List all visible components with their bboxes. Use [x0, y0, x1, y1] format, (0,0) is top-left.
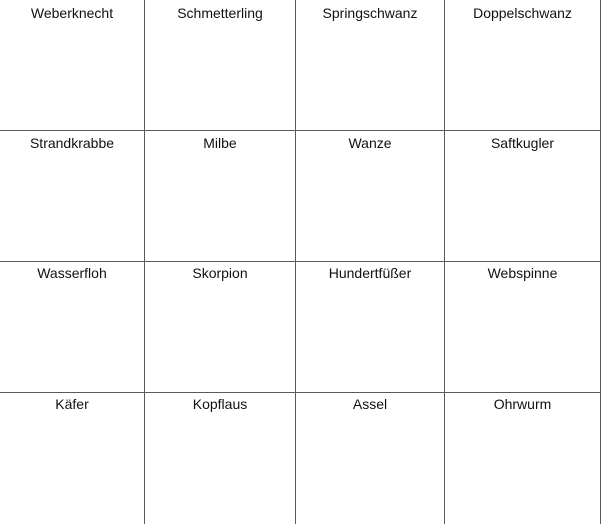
cell-label-r2-c3: Wanze [348, 135, 392, 151]
cell-label-r2-c2: Milbe [203, 135, 237, 151]
cell-label-r3-c2: Skorpion [192, 265, 248, 281]
cell-label-r1-c2: Schmetterling [177, 5, 263, 21]
grid-horizontal-line [0, 392, 601, 393]
grid-vertical-line [295, 0, 296, 524]
cell-label-r2-c1: Strandkrabbe [29, 135, 115, 151]
cell-label-r3-c4: Webspinne [487, 265, 558, 281]
cell-label-r1-c4: Doppelschwanz [473, 5, 572, 21]
cell-label-r4-c1: Käfer [55, 396, 89, 412]
cell-label-r4-c2: Kopflaus [192, 396, 248, 412]
grid-horizontal-line [0, 261, 601, 262]
cell-label-r3-c3: Hundertfüßer [328, 265, 412, 281]
cell-label-r3-c1: Wasserfloh [37, 265, 107, 281]
cell-label-r2-c4: Saftkugler [490, 135, 555, 151]
cell-label-r4-c4: Ohrwurm [493, 396, 552, 412]
grid-horizontal-line [0, 130, 601, 131]
cell-label-r1-c1: Weberknecht [30, 5, 114, 21]
cell-label-r1-c3: Springschwanz [322, 5, 418, 21]
cell-label-r4-c3: Assel [352, 396, 388, 412]
grid-vertical-line [144, 0, 145, 524]
grid-vertical-line [444, 0, 445, 524]
